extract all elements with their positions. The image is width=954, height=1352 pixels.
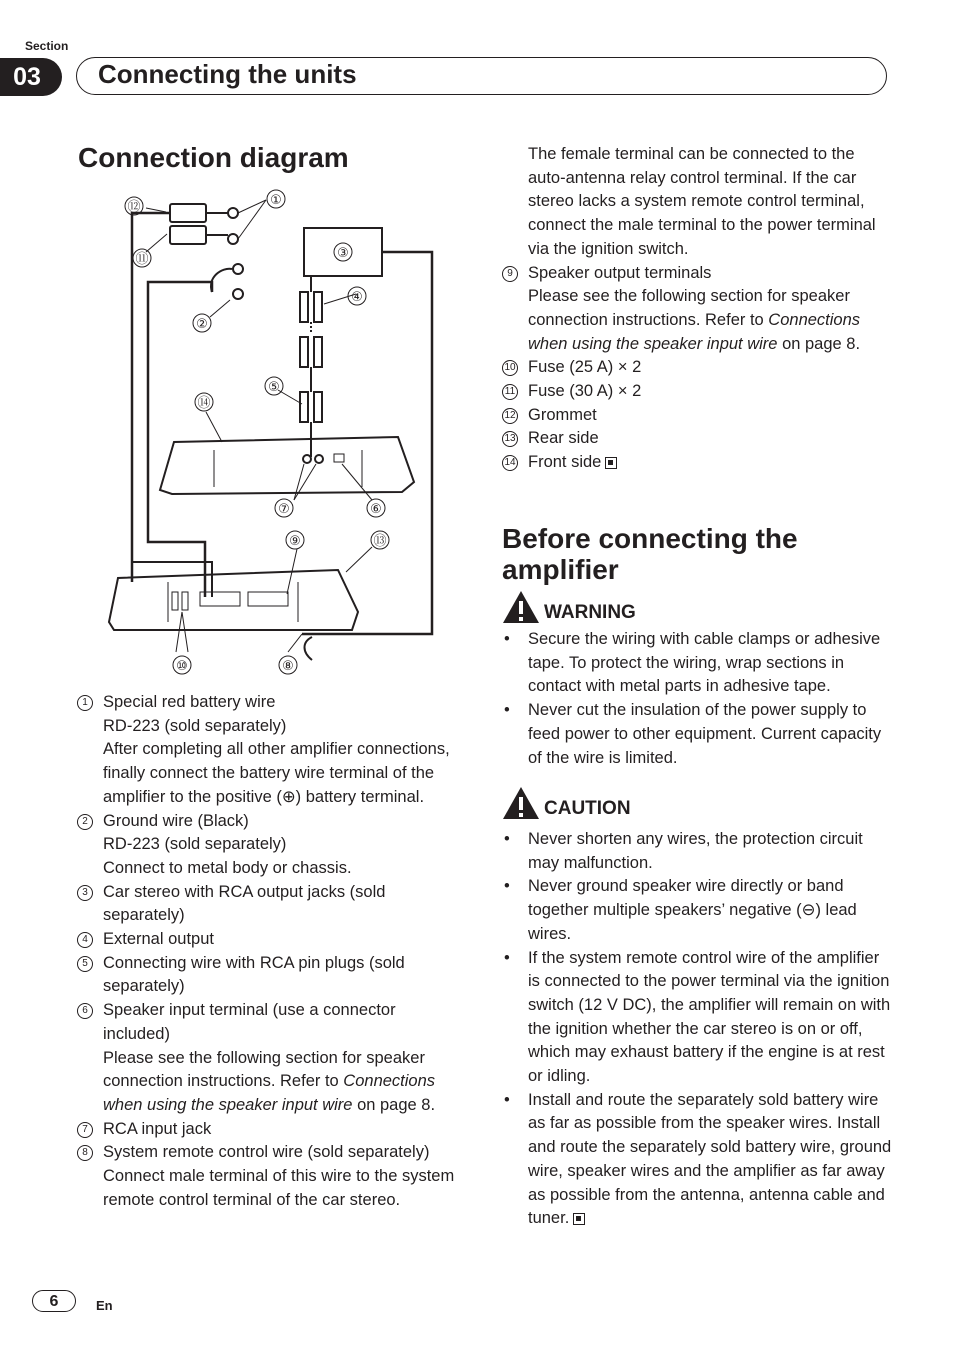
legend-text: RD-223 (sold separately) bbox=[103, 835, 287, 854]
legend-number: 1 bbox=[77, 695, 93, 711]
legend-text: The female terminal can be connected to the auto-antenna relay control terminal. If the car stereo lacks a system remote control terminal, connect the male terminal to the power terminal via the ignition switch. bbox=[528, 145, 876, 258]
callout-5: ⑤ bbox=[268, 380, 280, 395]
cross-reference: Connections when using the speaker input wire bbox=[528, 310, 861, 353]
note-text: Please see the following section for speaker connection instructions. Refer to bbox=[103, 1048, 425, 1091]
cross-reference: Connections when using the speaker input wire bbox=[103, 1072, 436, 1114]
callout-1: ① bbox=[270, 193, 282, 208]
legend-item-13 bbox=[502, 427, 892, 451]
page-number: 6 bbox=[32, 1290, 76, 1312]
fuse-slot-1 bbox=[172, 592, 178, 610]
legend-number: 6 bbox=[77, 1003, 93, 1019]
heading-line: amplifier bbox=[502, 554, 619, 585]
legend-text: After completing all other amplifier connections, finally connect the battery wire terminal of the amplifier to the positive (⊕) battery terminal. bbox=[103, 740, 450, 806]
rca-input-jack-right bbox=[315, 455, 323, 463]
legend-item-5 bbox=[77, 952, 463, 999]
legend-number: 14 bbox=[502, 455, 518, 471]
before-connecting-heading bbox=[502, 523, 798, 585]
legend-number: 8 bbox=[77, 1145, 93, 1161]
note-text: on page 8. bbox=[352, 1095, 436, 1114]
callout-10: ⑩ bbox=[176, 659, 188, 674]
ground-terminal-upper bbox=[233, 264, 243, 274]
legend-number: 11 bbox=[502, 384, 518, 400]
connection-diagram bbox=[102, 182, 442, 682]
legend-text: System remote control wire (sold separately) bbox=[103, 1143, 430, 1162]
legend-text: RCA input jack bbox=[103, 1119, 212, 1138]
legend-text: Ground wire (Black) bbox=[103, 811, 249, 830]
legend-text: Rear side bbox=[528, 429, 599, 448]
amplifier-front-view bbox=[160, 437, 414, 494]
callout-8: ⑧ bbox=[282, 659, 294, 674]
callout-4: ④ bbox=[351, 290, 363, 305]
fuse-holder-lower bbox=[170, 226, 206, 244]
legend-item-9 bbox=[502, 262, 892, 357]
legend-item-4 bbox=[77, 928, 463, 952]
ground-terminal-lower bbox=[233, 289, 243, 299]
fuse-slot-2 bbox=[182, 592, 188, 610]
rca-plugs-lower bbox=[300, 367, 322, 422]
section-title: Connecting the units bbox=[98, 59, 357, 89]
legend-number: 3 bbox=[77, 885, 93, 901]
legend-item-10 bbox=[502, 356, 892, 380]
callout-14: ⑭ bbox=[197, 396, 211, 411]
caution-title: CAUTION bbox=[544, 798, 631, 819]
legend-text: Connect to metal body or chassis. bbox=[103, 858, 352, 877]
callout-12: ⑫ bbox=[127, 200, 141, 215]
legend-number: 12 bbox=[502, 408, 518, 424]
warning-title: WARNING bbox=[544, 602, 636, 623]
speaker-input-terminal bbox=[334, 454, 344, 462]
callout-13: ⑬ bbox=[373, 534, 387, 549]
caution-item: • Never shorten any wires, the protection circuit may malfunction. bbox=[502, 828, 892, 875]
legend-text: Fuse (25 A) × 2 bbox=[528, 358, 642, 377]
battery-terminal-lower bbox=[228, 234, 238, 244]
note-text: Please see the following section for speaker connection instructions. Refer to bbox=[528, 287, 850, 329]
legend-item-8-continued bbox=[502, 143, 892, 262]
warning-item: • Secure the wiring with cable clamps or adhesive tape. To protect the wiring, wrap sections in contact with metal parts in adhesive tape. bbox=[502, 628, 892, 699]
legend-number: 7 bbox=[77, 1122, 93, 1138]
callout-11: ⑪ bbox=[135, 252, 149, 267]
warning-heading bbox=[502, 590, 636, 624]
end-of-section-icon bbox=[605, 457, 617, 469]
legend-text: RD-223 (sold separately) bbox=[103, 716, 287, 735]
speaker-output-terminals bbox=[248, 592, 288, 606]
legend-item-14 bbox=[502, 451, 892, 475]
section-label: Section bbox=[25, 39, 69, 53]
note-text: on page 8. bbox=[777, 334, 861, 353]
caution-list bbox=[502, 828, 892, 1231]
ground-wire bbox=[211, 269, 232, 292]
legend-text: External output bbox=[103, 930, 214, 949]
legend-number: 9 bbox=[502, 266, 518, 282]
legend-item-1 bbox=[77, 691, 463, 810]
legend-item-8 bbox=[77, 1141, 463, 1212]
legend-item-12 bbox=[502, 404, 892, 428]
battery-wire bbox=[132, 213, 170, 582]
legend-number: 2 bbox=[77, 814, 93, 830]
heading-line: Before connecting the bbox=[502, 523, 798, 554]
section-number-tab: 03 bbox=[0, 58, 62, 96]
legend-item-2 bbox=[77, 810, 463, 881]
legend-note bbox=[528, 285, 892, 356]
legend-text: Connect male terminal of this wire to the system remote control terminal of the car stereo. bbox=[103, 1167, 455, 1209]
caution-heading bbox=[502, 786, 631, 820]
end-of-section-icon bbox=[573, 1213, 585, 1225]
legend-number: 5 bbox=[77, 956, 93, 972]
legend-text: Fuse (30 A) × 2 bbox=[528, 382, 642, 401]
caution-item: • If the system remote control wire of the amplifier is connected to the power terminal via the ignition switch (12 V DC), the amplifier will remain on with the ignition whether the car stereo is on or off, which may exhaust battery if the engine is at rest or idling. bbox=[502, 947, 892, 1089]
legend-item-7 bbox=[77, 1118, 463, 1142]
caution-item bbox=[502, 1089, 892, 1231]
warning-triangle-icon bbox=[502, 590, 540, 624]
rca-input-jack-left bbox=[303, 455, 311, 463]
callout-3: ③ bbox=[337, 246, 349, 261]
legend-list-left bbox=[77, 691, 463, 1212]
amplifier-rear-view bbox=[109, 570, 358, 630]
caution-text: Install and route the separately sold battery wire as far as possible from the speaker wires. Install and route the separately sold battery wire, ground wire, speaker wires and the amplifier as far away as possible from the antenna, antenna cable and tuner. bbox=[528, 1090, 892, 1228]
fuse-holder-upper bbox=[170, 204, 206, 222]
legend-item-6 bbox=[77, 999, 463, 1118]
legend-note bbox=[103, 1047, 463, 1118]
legend-text: Speaker output terminals bbox=[528, 263, 712, 282]
legend-number: 13 bbox=[502, 431, 518, 447]
battery-terminal-upper bbox=[228, 208, 238, 218]
callout-9: ⑨ bbox=[289, 534, 301, 549]
rca-plugs-top bbox=[300, 276, 322, 322]
callout-6: ⑥ bbox=[370, 502, 382, 517]
legend-text: Speaker input terminal (use a connector included) bbox=[103, 1001, 396, 1043]
legend-text: Car stereo with RCA output jacks (sold separately) bbox=[103, 882, 386, 925]
warning-item: • Never cut the insulation of the power supply to feed power to other equipment. Current capacity of the wire is limited. bbox=[502, 699, 892, 770]
legend-number: 10 bbox=[502, 360, 518, 376]
connection-diagram-heading: Connection diagram bbox=[78, 142, 349, 173]
language-code: En bbox=[96, 1298, 113, 1313]
warning-list bbox=[502, 628, 892, 770]
legend-text: Front side bbox=[528, 453, 602, 472]
callout-2: ② bbox=[196, 317, 208, 332]
callout-7: ⑦ bbox=[278, 502, 290, 517]
caution-triangle-icon bbox=[502, 786, 540, 820]
legend-text: Connecting wire with RCA pin plugs (sold separately) bbox=[103, 953, 405, 996]
rca-plugs-middle bbox=[300, 337, 322, 367]
legend-list-right bbox=[502, 143, 892, 475]
legend-text: Special red battery wire bbox=[103, 693, 276, 711]
legend-item-11 bbox=[502, 380, 892, 404]
legend-item-3 bbox=[77, 881, 463, 928]
legend-text: Grommet bbox=[528, 405, 597, 424]
legend-number: 4 bbox=[77, 932, 93, 948]
caution-item: • Never ground speaker wire directly or band together multiple speakers’ negative (⊖) lead wires. bbox=[502, 875, 892, 946]
